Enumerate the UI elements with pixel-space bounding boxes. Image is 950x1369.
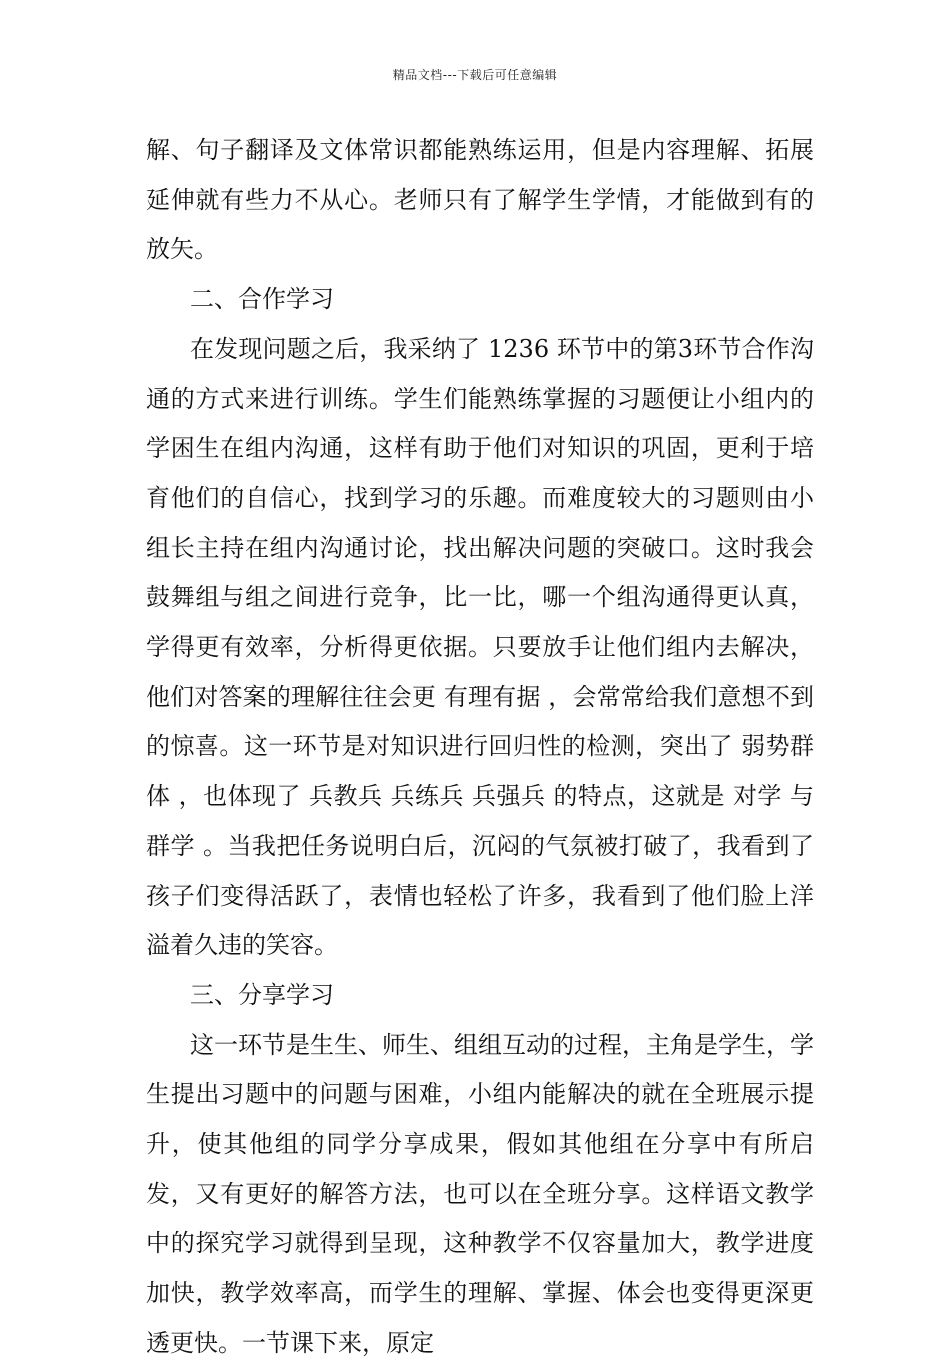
document-body <box>146 126 814 1369</box>
section-heading-sharing-learning: 三、分享学习 <box>190 980 334 1009</box>
section-heading-cooperative-learning: 二、合作学习 <box>190 285 334 314</box>
paragraph-sharing-learning: 这一环节是生生、师生、组组互动的过程，主角是学生，学生提出习题中的问题与困难，小组内能解决的就在全班展示提升，使其他组的同学分享成果，假如其他组在分享中有所启发，又有更好的解答方法，也可以在全班分享。这样语文教学中的探究学习就得到呈现，这种教学不仅容量加大，教学进度加快，教学效率高，而学生的理解、掌握、体会也变得更深更透更快。一节课下来，原定 <box>146 1030 814 1357</box>
page-header: 精品文档---下载后可任意编辑 <box>392 68 558 82</box>
paragraph-continuation: 解、句子翻译及文体常识都能熟练运用，但是内容理解、拓展延伸就有些力不从心。老师只有了解学生学情，才能做到有的放矢。 <box>146 136 814 264</box>
paragraph-cooperative-learning: 在发现问题之后，我采纳了 1236 环节中的第3环节合作沟通的方式来进行训练。学生们能熟练掌握的习题便让小组内的学困生在组内沟通，这样有助于他们对知识的巩固，更利于培育他们的自信心，找到学习的乐趣。而难度较大的习题则由小组长主持在组内沟通讨论，找出解决问题的突破口。这时我会鼓舞组与组之间进行竞争，比一比，哪一个组沟通得更认真，学得更有效率，分析得更依据。只要放手让他们组内去解决，他们对答案的理解往往会更 有理有据 ，会常常给我们意想不到的惊喜。这一环节是对知识进行回归性的检测，突出了 弱势群体 ，也体现了 兵教兵 兵练兵 兵强兵 的特点，这就是 对学 与 群学 。当我把任务说明白后，沉闷的气氛被打破了，我看到了孩子们变得活跃了，表情也轻松了许多，我看到了他们脸上洋溢着久违的笑容。 <box>146 334 814 960</box>
